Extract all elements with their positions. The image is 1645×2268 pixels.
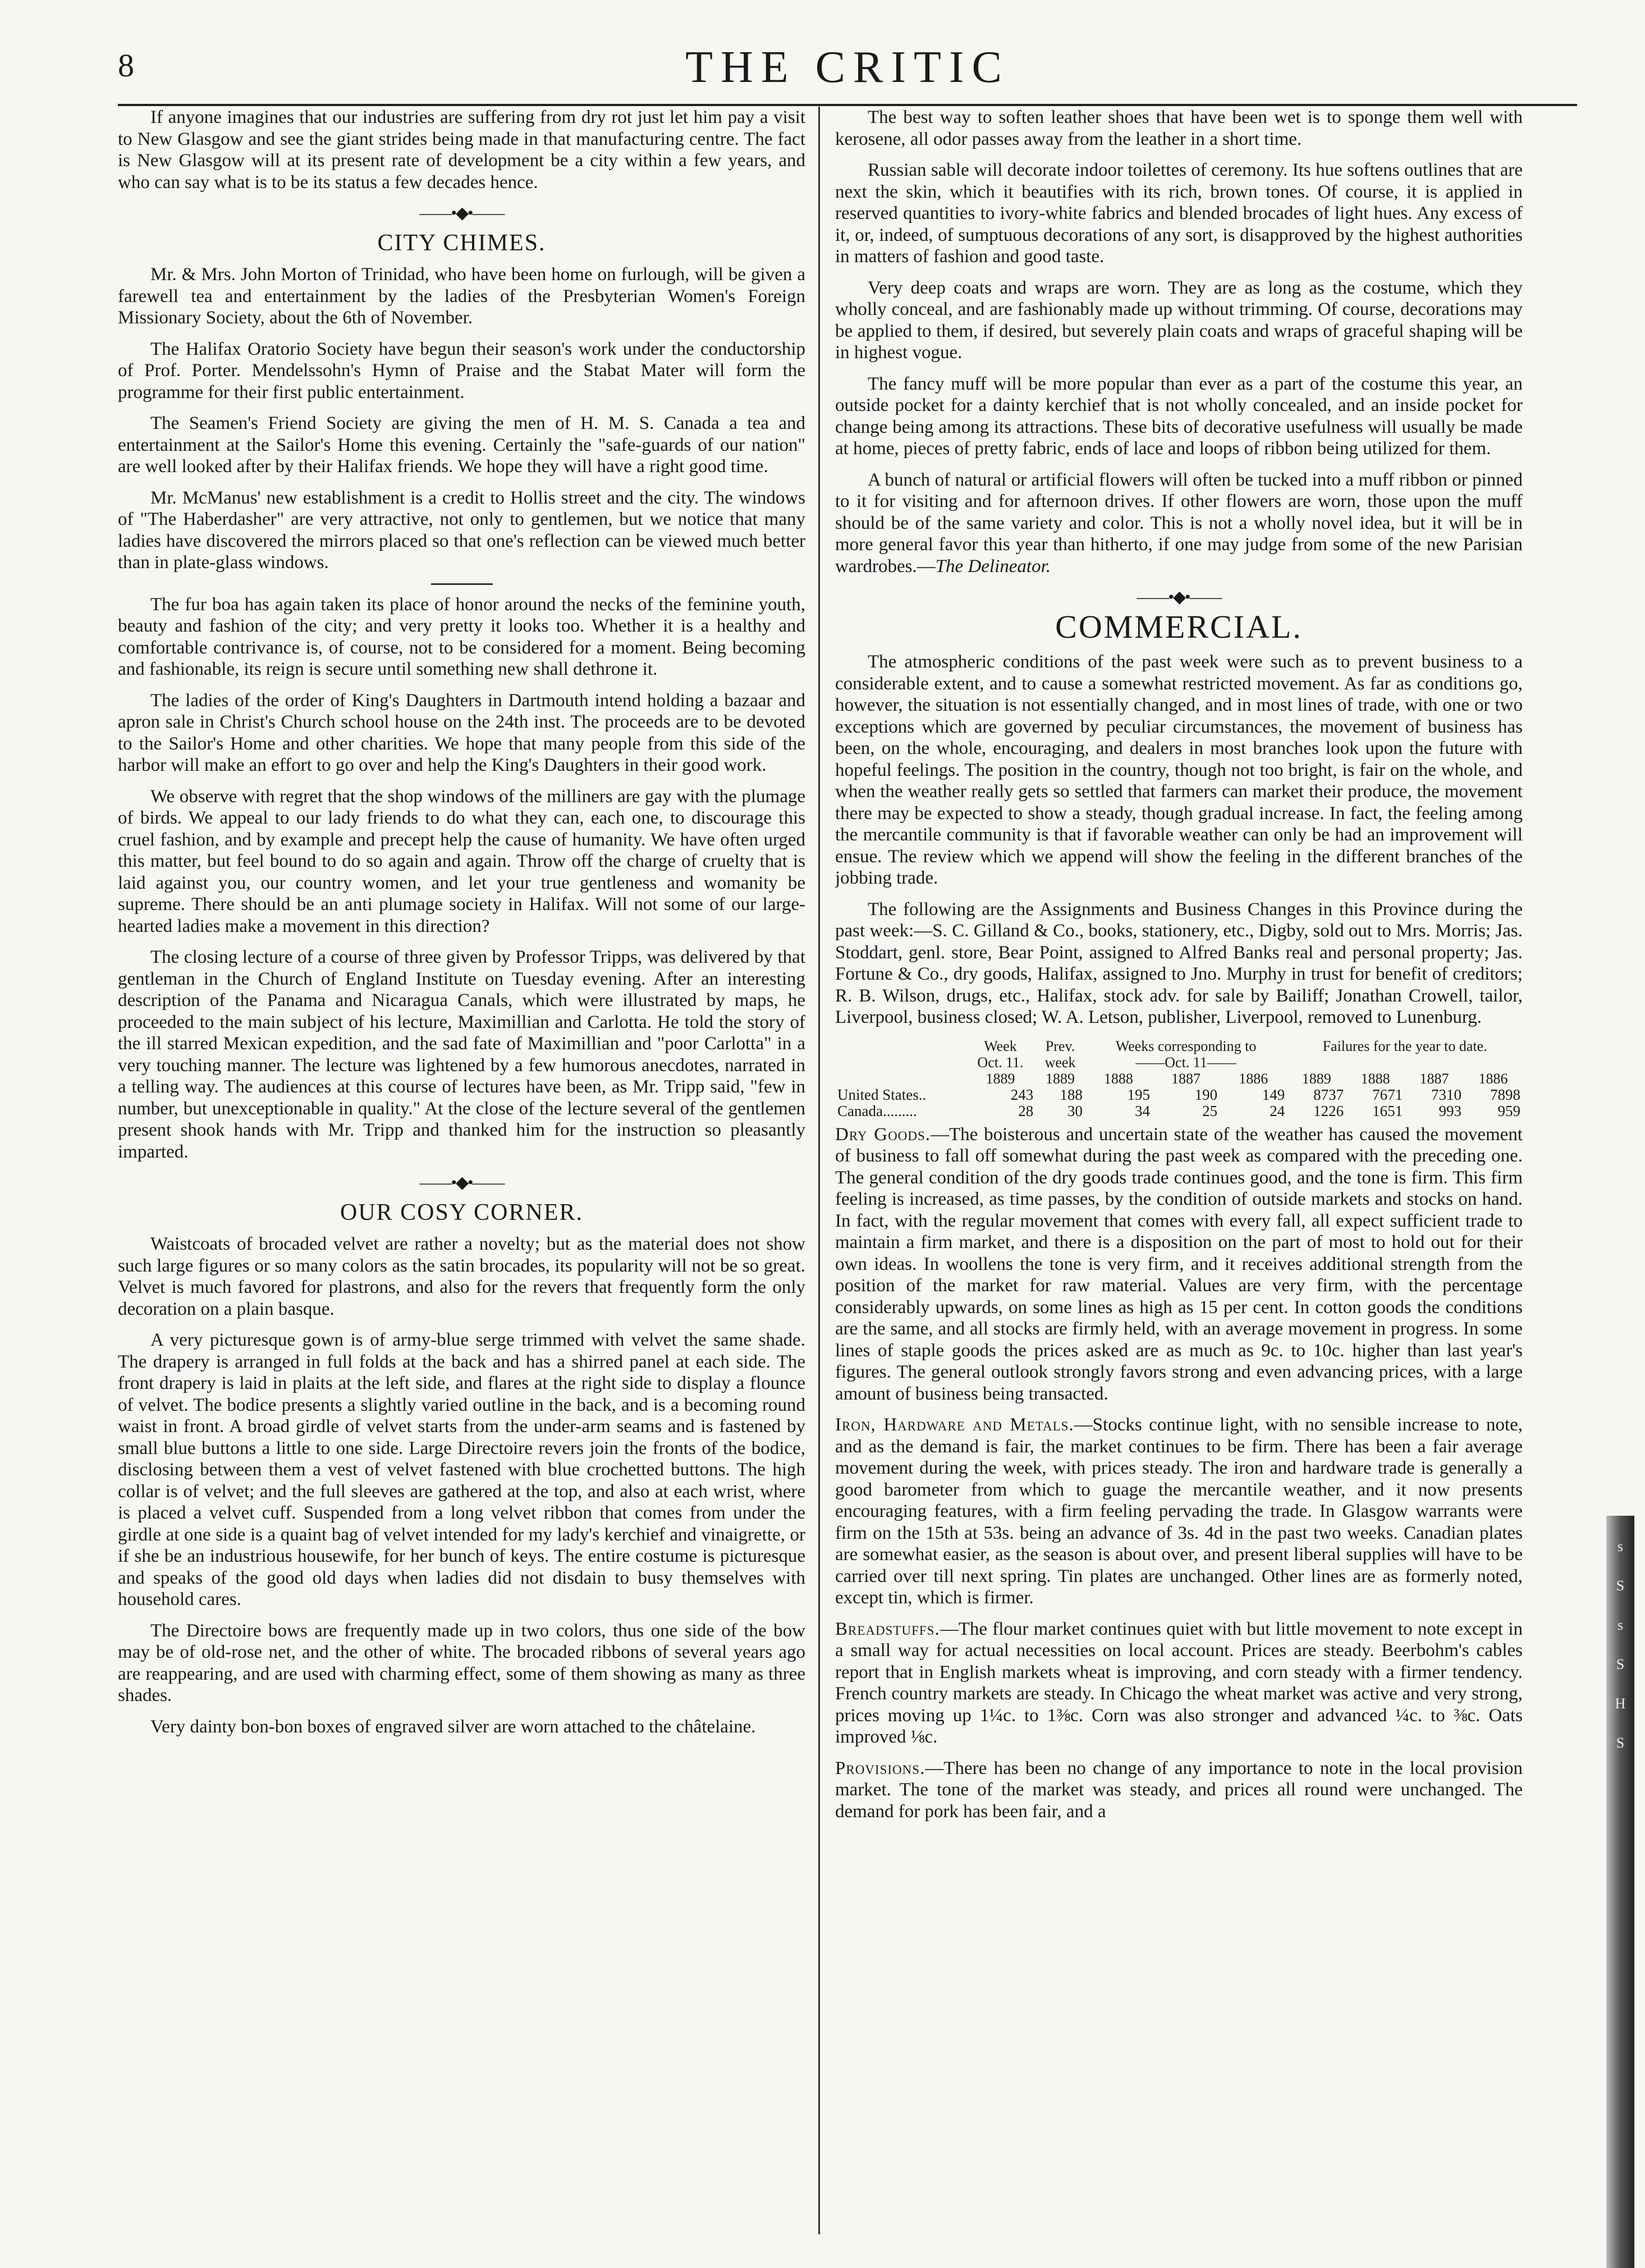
year-cell: 1888 <box>1103 1070 1133 1087</box>
edge-letter: S <box>1616 1656 1625 1672</box>
table-cell: 30 <box>1067 1102 1083 1119</box>
year-cell: 1889 <box>1302 1070 1331 1087</box>
table-cell: 25 <box>1202 1102 1218 1119</box>
section-text: —There has been no change of any importance to note in the local provision market. The tone of the market was steady, and prices all round were unchanged. The demand for pork has been fair, and a <box>835 1758 1523 1822</box>
table-cell: 243 <box>1010 1086 1034 1103</box>
table-cell: 188 <box>1060 1086 1083 1103</box>
article-paragraph: Russian sable will decorate indoor toilettes of ceremony. Its hue softens outlines that are next the skin, which it beautifies with its rich, brown tones. Of course, it is applied in reserved quantities to ivory-white fabrics and blended brocades of light hues. Any excess of it, or, indeed, of sumptuous decorations of any sort, is disapproved by the highest authorities in matters of fashion and good taste. <box>835 160 1523 267</box>
table-cell: 195 <box>1127 1086 1150 1103</box>
year-cell: 1886 <box>1239 1070 1268 1087</box>
table-cell: 1226 <box>1313 1102 1344 1119</box>
article-paragraph: The ladies of the order of King's Daughters in Dartmouth intend holding a bazaar and apron sale in Christ's Church school house on the 24th inst. The proceeds are to be devoted to the Sailor's Home and other charities. We hope that many people from this side of the harbor will make an effort to go over and help the King's Daughters in their good work. <box>118 690 805 775</box>
table-cell: 28 <box>1018 1102 1034 1119</box>
dry-goods-paragraph <box>835 1124 1523 1405</box>
year-cell: 1888 <box>1360 1070 1390 1087</box>
muff-text: A bunch of natural or artificial flowers will often be tucked into a muff ribbon or pinned to it for visiting and for afternoon drives. If other flowers are worn, those upon the muff should be of the same variety and color. This is not a wholly novel idea, but it will be in more general favor this year than hitherto, if one may judge from some of the new Parisian wardrobes. <box>835 469 1523 577</box>
table-header: Weeks corresponding to <box>1115 1037 1257 1054</box>
article-paragraph: The best way to soften leather shoes that have been wet is to sponge them well with kerosene, all odor passes away from the leather in a short time. <box>835 107 1523 149</box>
city-chimes-heading: CITY CHIMES. <box>377 230 546 256</box>
edge-letter: s <box>1617 1617 1624 1633</box>
ornament-divider: ——•◆•—— <box>419 204 504 222</box>
table-cell: 7898 <box>1490 1086 1520 1103</box>
table-header: Failures for the year to date. <box>1322 1037 1487 1054</box>
ornament-divider: ——•◆•—— <box>419 1173 504 1192</box>
failures-table <box>835 1038 1523 1119</box>
article-paragraph: The Directoire bows are frequently made up in two colors, thus one side of the bow may be of old-rose net, and the other of white. The brocaded ribbons of several years ago are reappearing, and are used with charming effect, some of them showing as many as three shades. <box>118 1620 805 1705</box>
year-cell: 1889 <box>1046 1070 1075 1087</box>
short-rule <box>431 583 493 585</box>
commercial-overview: The atmospheric conditions of the past week were such as to prevent business to a considerable extent, and to cause a somewhat restricted movement. As far as conditions go, however, the situation is not essentially changed, and in most lines of trade, with one or two exceptions which are governed by peculiar circumstances, the movement of business has been, on the whole, encouraging, and dealers in most branches look upon the future with hopeful feelings. The position in the country, though not too bright, is fair on the whole, and when the weather really gets so settled that farmers can market their produce, the movement there may be expected to show a steady, though gradual increase. In fact, the feeling among the mercantile community is that if favorable weather can only be had an improvement will ensue. The review which we append will show the feeling in the different branches of the jobbing trade. <box>835 652 1523 888</box>
table-row <box>835 1087 1523 1103</box>
source-credit: The Delineator. <box>935 556 1051 577</box>
article-paragraph: The fur boa has again taken its place of honor around the necks of the feminine youth, beauty and fashion of the city; and very pretty it looks too. Whether it is a healthy and comfortable contrivance is, of course, not to be considered for a moment. Being becoming and fashionable, its reign is secure until something new shall dethrone it. <box>118 594 805 679</box>
table-cell: 7310 <box>1431 1086 1461 1103</box>
new-glasgow-paragraph: If anyone imagines that our industries are suffering from dry rot just let him pay a visit to New Glasgow and see the giant strides being made in that manufacturing centre. The fact is New Glasgow will at its present rate of development be a city within a few years, and who can say what is to be its status a few decades hence. <box>118 107 805 193</box>
table-cell: 7671 <box>1372 1086 1403 1103</box>
table-cell: 24 <box>1270 1102 1285 1119</box>
article-paragraph: Mr. & Mrs. John Morton of Trinidad, who have been home on furlough, will be given a farewell tea and entertainment by the ladies of the Presbyterian Women's Foreign Missionary Society, about the 6th of November. <box>118 264 805 328</box>
business-changes: The following are the Assignments and Business Changes in this Province during the past week:—S. C. Gilland & Co., books, stationery, etc., Digby, sold out to Mrs. Morris; Jas. Stoddart, genl. store, Bear Point, assigned to Alfred Banks real and personal property; Jas. Fortune & Co., dry goods, Halifax, assigned to Jno. Murphy in trust for benefit of creditors; R. B. Wilson, drugs, etc., Halifax, stock adv. for sale by Bailiff; Jonathan Crowell, tailor, Liverpool, business closed; W. A. Letson, publisher, Liverpool, removed to Lunenburg. <box>835 899 1523 1027</box>
column-rule <box>818 107 820 2234</box>
commercial-heading: COMMERCIAL. <box>1055 608 1303 645</box>
newspaper-title: THE CRITIC <box>685 43 1010 92</box>
year-cell: 1889 <box>986 1070 1015 1087</box>
year-cell: 1886 <box>1478 1070 1508 1087</box>
section-label: Dry Goods. <box>835 1124 931 1145</box>
row-label: United States.. <box>837 1086 927 1103</box>
masthead <box>118 42 1577 106</box>
page-number: 8 <box>118 47 134 84</box>
table-cell: 149 <box>1262 1086 1285 1103</box>
article-paragraph: The fancy muff will be more popular than ever as a part of the costume this year, an outside pocket for a dainty kerchief that is not wholly concealed, and an inside pocket for change being among its attractions. These bits of decorative usefulness will usually be made at home, pieces of pretty fabric, ends of lace and loops of ribbon being utilized for them. <box>835 373 1523 459</box>
section-label: Provisions. <box>835 1758 925 1778</box>
article-paragraph: The Seamen's Friend Society are giving the men of H. M. S. Canada a tea and entertainment at the Sailor's Home this evening. Certainly the "safe-guards of our nation" are well looked after by their Halifax friends. We hope they will have a right good time. <box>118 413 805 477</box>
edge-letter: H <box>1615 1695 1626 1712</box>
breadstuffs-paragraph <box>835 1618 1523 1748</box>
left-column <box>118 107 805 2229</box>
article-paragraph: Very deep coats and wraps are worn. They are as long as the costume, which they wholly conceal, and are fashionably made up without trimming. Of course, decorations may be applied to them, if desired, but severely plain coats and wraps of graceful shaping will be in highest vogue. <box>835 277 1523 363</box>
edge-letter: S <box>1616 1735 1625 1751</box>
ornament-divider: ——•◆•—— <box>1137 588 1221 606</box>
section-text: —Stocks continue light, with no sensible increase to note, and as the demand is fair, the market continues to be firm. There has been a fair average movement during the week, with prices steady. The iron and hardware trade is generally a good barometer from which to guage the mercantile weather, and it now presents encouraging features, with a firm feeling pervading the trade. In Glasgow warrants were firm on the 15th at 53s. being an advance of 3s. 4d in the past two weeks. Canadian plates are somewhat easier, as the season is about over, and present liberal supplies will have to be carried over till next spring. Tin plates are unchanged. Other lines are as formerly noted, except tin, which is firmer. <box>835 1415 1523 1608</box>
article-paragraph: Mr. McManus' new establishment is a credit to Hollis street and the city. The windows of "The Haberdasher" are very attractive, not only to gentlemen, but we notice that many ladies have discovered the mirrors placed so that one's reflection can be viewed much better than in plate-glass windows. <box>118 487 805 573</box>
edge-letter: s <box>1617 1538 1624 1554</box>
section-label: Breadstuffs. <box>835 1618 940 1639</box>
table-cell: 959 <box>1497 1102 1520 1119</box>
iron-paragraph <box>835 1414 1523 1609</box>
table-header: Oct. 11. <box>977 1054 1024 1071</box>
article-paragraph: The Halifax Oratorio Society have begun their season's work under the conductorship of Prof. Porter. Mendelssohn's Hymn of Praise and the Stabat Mater will form the programme for their first public entertainment. <box>118 339 805 403</box>
table-header: ——Oct. 11—— <box>1135 1054 1236 1071</box>
table-cell: 190 <box>1194 1086 1218 1103</box>
adjacent-page-edge <box>1606 1516 1634 2268</box>
provisions-paragraph <box>835 1758 1523 1823</box>
section-text: —The flour market continues quiet with but little movement to note except in a small way for actual necessities on local account. Prices are steady. Beerbohm's cables report that in English markets wheat is improving, and corn steady with a firmer tendency. French country markets are steady. In Chicago the wheat market was active and very strong, prices moving up 1¼c. to 1⅜c. Corn was also stronger and advanced ¼c. to ⅜c. Oats improved ⅛c. <box>835 1618 1523 1747</box>
row-label: Canada......... <box>837 1102 917 1119</box>
table-cell: 34 <box>1134 1102 1150 1119</box>
table-header: Prev. <box>1045 1037 1075 1054</box>
edge-letter: S <box>1616 1577 1625 1594</box>
table-header: Week <box>984 1037 1017 1054</box>
table-cell: 8737 <box>1313 1086 1344 1103</box>
table-cell: 993 <box>1438 1102 1461 1119</box>
section-text: —The boisterous and uncertain state of the weather has caused the movement of business to fall off somewhat during the past week as compared with the preceding one. The general condition of the dry goods trade continues good, and the tone is firm. This firm feeling is increased, as time passes, by the condition of outside markets and stocks on hand. In fact, with the regular movement that comes with every fall, all expect sufficient trade to maintain a firm market, and there is a disposition on the part of most to hold out for their own ideas. In woollens the tone is very firm, and it receives additional strength from the position of the market for raw material. Values are very firm, with the percentage considerably upwards, on some lines as high as 15 per cent. In cotton goods the conditions are the same, and all stocks are firmly held, with an average movement in progress. In some lines of staple goods the prices asked are as much as 9c. to 10c. higher than last year's figures. The general outlook strongly favors strong and even advancing prices, with a large amount of business being transacted. <box>835 1124 1523 1404</box>
year-cell: 1887 <box>1419 1070 1449 1087</box>
right-column <box>835 107 1523 2229</box>
cosy-corner-heading: OUR COSY CORNER. <box>340 1199 583 1226</box>
article-paragraph: A bunch of natural or artificial flowers will often be tucked into a muff ribbon or pinned to it for visiting and for afternoon drives. If other flowers are worn, those upon the muff should be of the same variety and color. This is not a wholly novel idea, but it will be in more general favor this year than hitherto, if one may judge from some of the new Parisian wardrobes.—The Delineator. <box>835 469 1523 577</box>
section-label: Iron, Hardware and Metals. <box>835 1415 1074 1435</box>
table-header: week <box>1044 1054 1076 1071</box>
article-paragraph: A very picturesque gown is of army-blue serge trimmed with velvet the same shade. The drapery is arranged in full folds at the back and has a shirred panel at each side. The front drapery is laid in plaits at the left side, and flares at the right side to display a flounce of velvet. The bodice presents a slightly varied outline in the back, and is a becoming round waist in front. A broad girdle of velvet starts from the under-arm seams and is fastened by small blue buttons a little to one side. Large Directoire revers join the fronts of the bodice, disclosing between them a vest of velvet fastened with blue crochetted buttons. The high collar is of velvet; and the full sleeves are gathered at the top, and also at each wrist, where is placed a velvet cuff. Suspended from a long velvet ribbon that comes from under the girdle at one side is a quaint bag of velvet intended for my lady's kerchief and vinaigrette, or if she be an industrious housewife, for her bunch of keys. The entire costume is picturesque and speaks of the good old days when ladies did not disdain to busy themselves with household cares. <box>118 1330 805 1609</box>
table-row <box>835 1103 1523 1119</box>
article-paragraph: Waistcoats of brocaded velvet are rather a novelty; but as the material does not show such large figures or so many colors as the satin brocades, its popularity will not be so great. Velvet is much favored for plastrons, and also for the revers that frequently form the only decoration on a plain basque. <box>118 1234 805 1319</box>
article-paragraph: The closing lecture of a course of three given by Professor Tripps, was delivered by that gentleman in the Church of England Institute on Tuesday evening. After an interesting description of the Panama and Nicaragua Canals, which were illustrated by maps, he proceeded to the main subject of his lecture, Maximillian and Carlotta. He told the story of the ill starred Mexican expedition, and the sad fate of Maximillian and "poor Carlotta" in a very touching manner. The lecture was lightened by a few humorous anecdotes, narrated in a telling way. The audiences at this course of lectures have been, as Mr. Tripp said, "few in number, but unexceptionable in quality." At the close of the lecture several of the gentlemen present shook hands with Mr. Tripp and thanked him for the instruction so pleasantly imparted. <box>118 947 805 1162</box>
table-cell: 1651 <box>1372 1102 1403 1119</box>
article-paragraph: Very dainty bon-bon boxes of engraved silver are worn attached to the châtelaine. <box>150 1716 756 1737</box>
article-paragraph: We observe with regret that the shop windows of the milliners are gay with the plumage of birds. We appeal to our lady friends to do what they can, each one, to discourage this cruel fashion, and by example and precept help the cause of humanity. We have often urged this matter, but feel bound to do so again and again. Throw off the charge of cruelty that is laid against you, our country women, and let your true gentleness and womanity be supreme. There should be an anti plumage society in Halifax. Will not some of our large-hearted ladies make a movement in this direction? <box>118 786 805 936</box>
year-cell: 1887 <box>1171 1070 1201 1087</box>
